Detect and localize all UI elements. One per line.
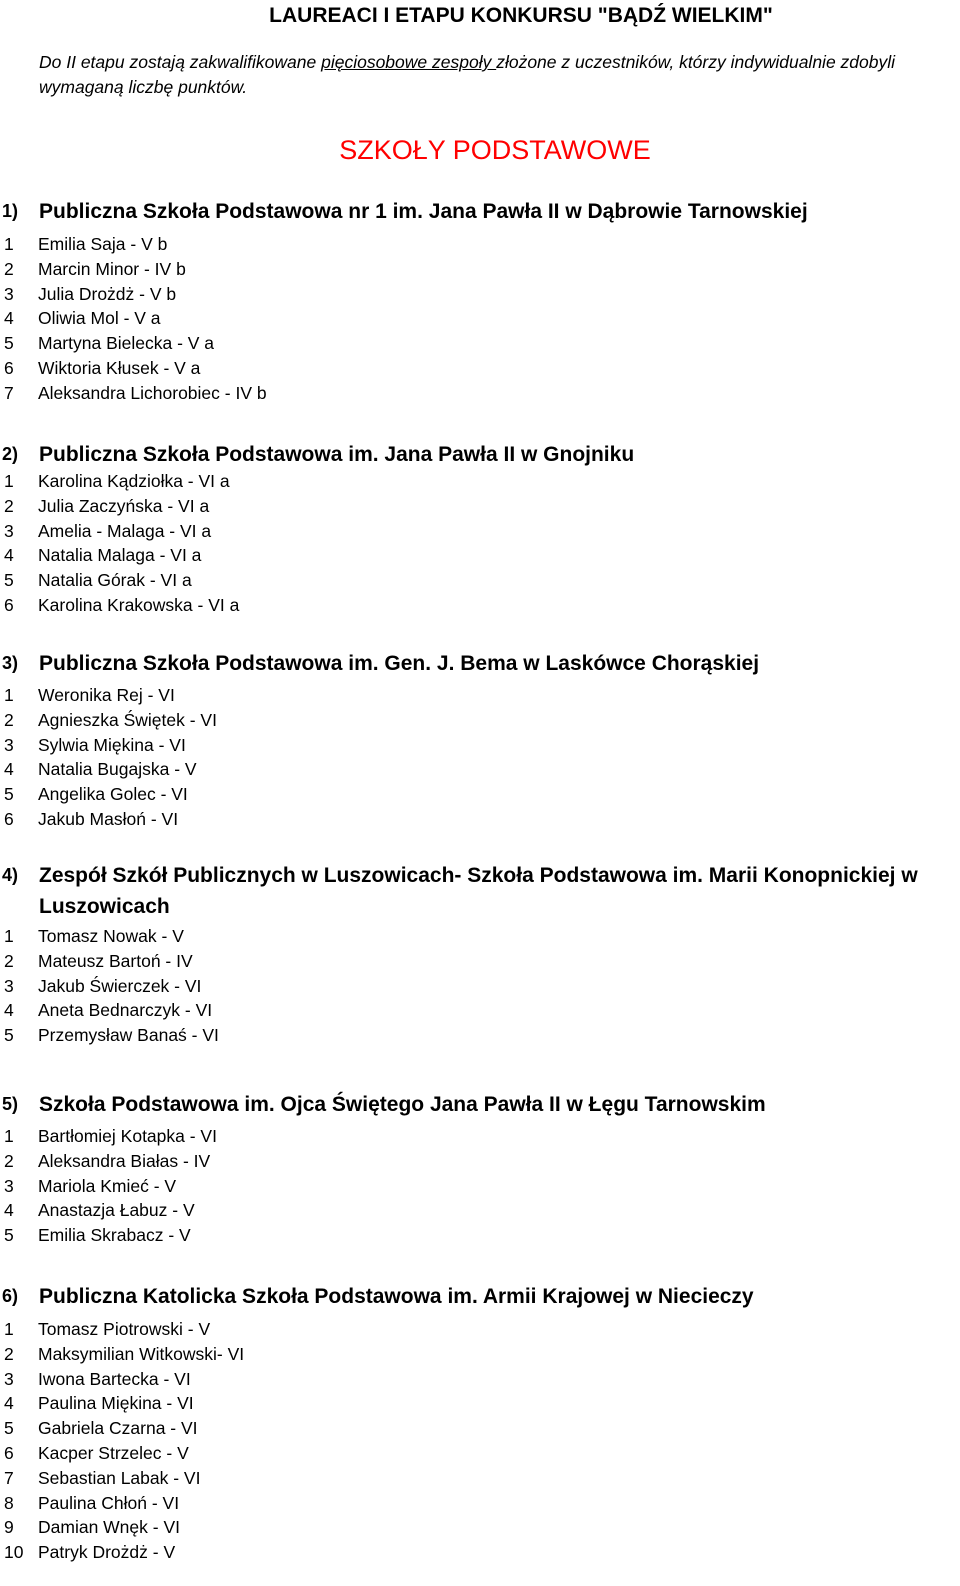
student-number: 4: [4, 1000, 14, 1021]
student-name: Tomasz Nowak - V: [38, 926, 184, 946]
list-item: [0, 708, 960, 733]
list-item: [0, 757, 960, 782]
school-name: Publiczna Szkoła Podstawowa im. Gen. J. Bema w Laskówce Chorąskiej: [39, 652, 760, 675]
school-name: Publiczna Szkoła Podstawowa nr 1 im. Jana Pawła II w Dąbrowie Tarnowskiej: [39, 200, 808, 223]
student-number: 7: [4, 1467, 14, 1488]
student-number: 2: [4, 258, 14, 279]
list-item: [0, 1223, 960, 1248]
student-number: 2: [4, 1343, 14, 1364]
student-name: Wiktoria Kłusek - V a: [38, 357, 201, 378]
list-item: [0, 1023, 960, 1048]
section-title: SZKOŁY PODSTAWOWE: [339, 135, 651, 165]
student-name: Przemysław Banaś - VI: [38, 1025, 219, 1046]
list-item: [0, 683, 960, 708]
student-number: 3: [4, 1368, 14, 1389]
student-number: 9: [4, 1517, 14, 1538]
student-name: Angelika Golec - VI: [38, 784, 188, 805]
list-item: [0, 1342, 960, 1367]
student-name: Jakub Masłoń - VI: [38, 808, 179, 829]
list-item: [0, 381, 960, 406]
student-name: Paulina Chłoń - VI: [38, 1492, 180, 1513]
list-item: [0, 974, 960, 999]
student-name: Paulina Miękina - VI: [38, 1393, 194, 1414]
list-item: [0, 1317, 960, 1342]
student-name: Julia Zaczyńska - VI a: [38, 495, 210, 516]
student-number: 1: [4, 1126, 14, 1146]
list-item: [0, 1515, 960, 1540]
student-list: [0, 683, 960, 832]
student-name: Marcin Minor - IV b: [38, 258, 186, 279]
student-name: Karolina Kądziołka - VI a: [38, 471, 230, 491]
student-name: Oliwia Mol - V a: [38, 308, 161, 329]
student-number: 1: [4, 234, 14, 254]
list-item: [0, 924, 960, 949]
student-number: 10: [4, 1542, 24, 1563]
list-item: [0, 1391, 960, 1416]
student-name: Aleksandra Białas - IV: [38, 1150, 211, 1171]
list-item: [0, 949, 960, 974]
student-name: Emilia Saja - V b: [38, 234, 168, 254]
student-list: [0, 1124, 960, 1248]
student-number: 3: [4, 1175, 14, 1196]
student-number: 2: [4, 950, 14, 971]
student-number: 4: [4, 759, 14, 780]
school-name: Publiczna Szkoła Podstawowa im. Jana Pawła II w Gnojniku: [39, 443, 635, 466]
list-item: [0, 1174, 960, 1199]
list-item: [0, 1124, 960, 1149]
list-item: [0, 1367, 960, 1392]
school-name: Szkoła Podstawowa im. Ojca Świętego Jana Pawła II w Łęgu Tarnowskim: [39, 1093, 766, 1116]
school-number: 4): [2, 865, 19, 885]
list-item: [0, 733, 960, 758]
student-number: 4: [4, 1393, 14, 1414]
student-number: 2: [4, 495, 14, 516]
list-item: [0, 998, 960, 1023]
school-name: Publiczna Katolicka Szkoła Podstawowa im. Armii Krajowej w Niecieczy: [39, 1285, 754, 1308]
student-name: Mateusz Bartoń - IV: [38, 950, 193, 971]
student-name: Tomasz Piotrowski - V: [38, 1319, 211, 1339]
student-number: 7: [4, 382, 14, 403]
student-name: Patryk Drożdż - V: [38, 1542, 176, 1563]
list-item: [0, 1416, 960, 1441]
student-number: 4: [4, 1200, 14, 1221]
list-item: [0, 519, 960, 544]
student-number: 5: [4, 1225, 14, 1246]
document-title: LAUREACI I ETAPU KONKURSU "BĄDŹ WIELKIM": [269, 4, 773, 27]
student-name: Sebastian Labak - VI: [38, 1467, 201, 1488]
student-list: [0, 232, 960, 406]
student-name: Agnieszka Świętek - VI: [38, 709, 217, 730]
student-number: 8: [4, 1492, 14, 1513]
student-list: [0, 1317, 960, 1565]
list-item: [0, 568, 960, 593]
student-name: Gabriela Czarna - VI: [38, 1418, 198, 1439]
student-number: 6: [4, 808, 14, 829]
school-number: 2): [2, 444, 19, 464]
student-name: Damian Wnęk - VI: [38, 1517, 180, 1538]
student-name: Mariola Kmieć - V: [38, 1175, 177, 1196]
list-item: [0, 1466, 960, 1491]
student-number: 6: [4, 594, 14, 615]
intro-paragraph: [39, 50, 954, 100]
student-name: Jakub Świerczek - VI: [38, 975, 202, 996]
student-name: Natalia Bugajska - V: [38, 759, 197, 780]
list-item: [0, 494, 960, 519]
list-item: [0, 1491, 960, 1516]
student-number: 5: [4, 333, 14, 354]
student-number: 1: [4, 471, 14, 491]
intro-text-end: złożone z uczestników, którzy indywidualnie zdobyli wymaganą liczbę punktów.: [39, 52, 896, 97]
school-entry: [0, 196, 960, 406]
list-item: [0, 331, 960, 356]
list-item: [0, 1441, 960, 1466]
student-number: 2: [4, 709, 14, 730]
school-entry: [0, 1281, 960, 1565]
list-item: [0, 1149, 960, 1174]
student-number: 5: [4, 1025, 14, 1046]
list-item: [0, 257, 960, 282]
list-item: [0, 356, 960, 381]
school-number: 5): [2, 1094, 19, 1114]
student-list: [0, 469, 960, 618]
list-item: [0, 807, 960, 832]
student-name: Aneta Bednarczyk - VI: [38, 1000, 213, 1021]
school-number: 1): [2, 201, 19, 221]
student-name: Aleksandra Lichorobiec - IV b: [38, 382, 267, 403]
student-name: Emilia Skrabacz - V: [38, 1225, 191, 1246]
school-entry: [0, 1089, 960, 1248]
student-number: 1: [4, 1319, 14, 1339]
school-heading: [0, 648, 960, 683]
school-heading: [0, 1089, 960, 1124]
student-name: Weronika Rej - VI: [38, 685, 175, 705]
school-heading: [0, 196, 960, 232]
student-number: 5: [4, 784, 14, 805]
student-number: 1: [4, 685, 14, 705]
student-name: Kacper Strzelec - V: [38, 1442, 189, 1463]
student-name: Natalia Malaga - VI a: [38, 545, 202, 566]
student-name: Julia Drożdż - V b: [38, 283, 177, 304]
school-number: 6): [2, 1286, 19, 1306]
student-name: Iwona Bartecka - VI: [38, 1368, 191, 1389]
student-number: 3: [4, 520, 14, 541]
student-name: Maksymilian Witkowski- VI: [38, 1343, 245, 1364]
student-number: 5: [4, 570, 14, 591]
list-item: [0, 782, 960, 807]
list-item: [0, 1540, 960, 1565]
student-name: Amelia - Malaga - VI a: [38, 520, 212, 541]
student-number: 1: [4, 926, 14, 946]
student-name: Anastazja Łabuz - V: [38, 1200, 195, 1221]
student-number: 3: [4, 734, 14, 755]
school-entry: [0, 439, 960, 618]
school-entry: [0, 648, 960, 832]
student-number: 3: [4, 283, 14, 304]
student-name: Bartłomiej Kotapka - VI: [38, 1126, 217, 1146]
list-item: [0, 469, 960, 494]
list-item: [0, 232, 960, 257]
school-number: 3): [2, 653, 19, 673]
student-name: Karolina Krakowska - VI a: [38, 594, 240, 615]
student-number: 4: [4, 545, 14, 566]
student-list: [0, 924, 960, 1048]
list-item: [0, 306, 960, 331]
list-item: [0, 593, 960, 618]
student-number: 6: [4, 357, 14, 378]
intro-underlined-text: pięciosobowe zespoły: [321, 52, 497, 72]
student-number: 5: [4, 1418, 14, 1439]
intro-text-start: Do II etapu zostają zakwalifikowane: [39, 52, 322, 72]
school-entry: [0, 860, 960, 1048]
student-number: 3: [4, 975, 14, 996]
school-heading: [0, 439, 960, 469]
school-heading: [0, 1281, 960, 1317]
school-heading: [0, 860, 960, 924]
student-number: 2: [4, 1150, 14, 1171]
student-name: Martyna Bielecka - V a: [38, 333, 215, 354]
list-item: [0, 282, 960, 307]
list-item: [0, 543, 960, 568]
list-item: [0, 1198, 960, 1223]
student-number: 6: [4, 1442, 14, 1463]
student-number: 4: [4, 308, 14, 329]
student-name: Sylwia Miękina - VI: [38, 734, 186, 755]
school-name: Zespół Szkół Publicznych w Luszowicach- Szkoła Podstawowa im. Marii Konopnickiej w Luszowicach: [39, 864, 918, 918]
student-name: Natalia Górak - VI a: [38, 570, 192, 591]
